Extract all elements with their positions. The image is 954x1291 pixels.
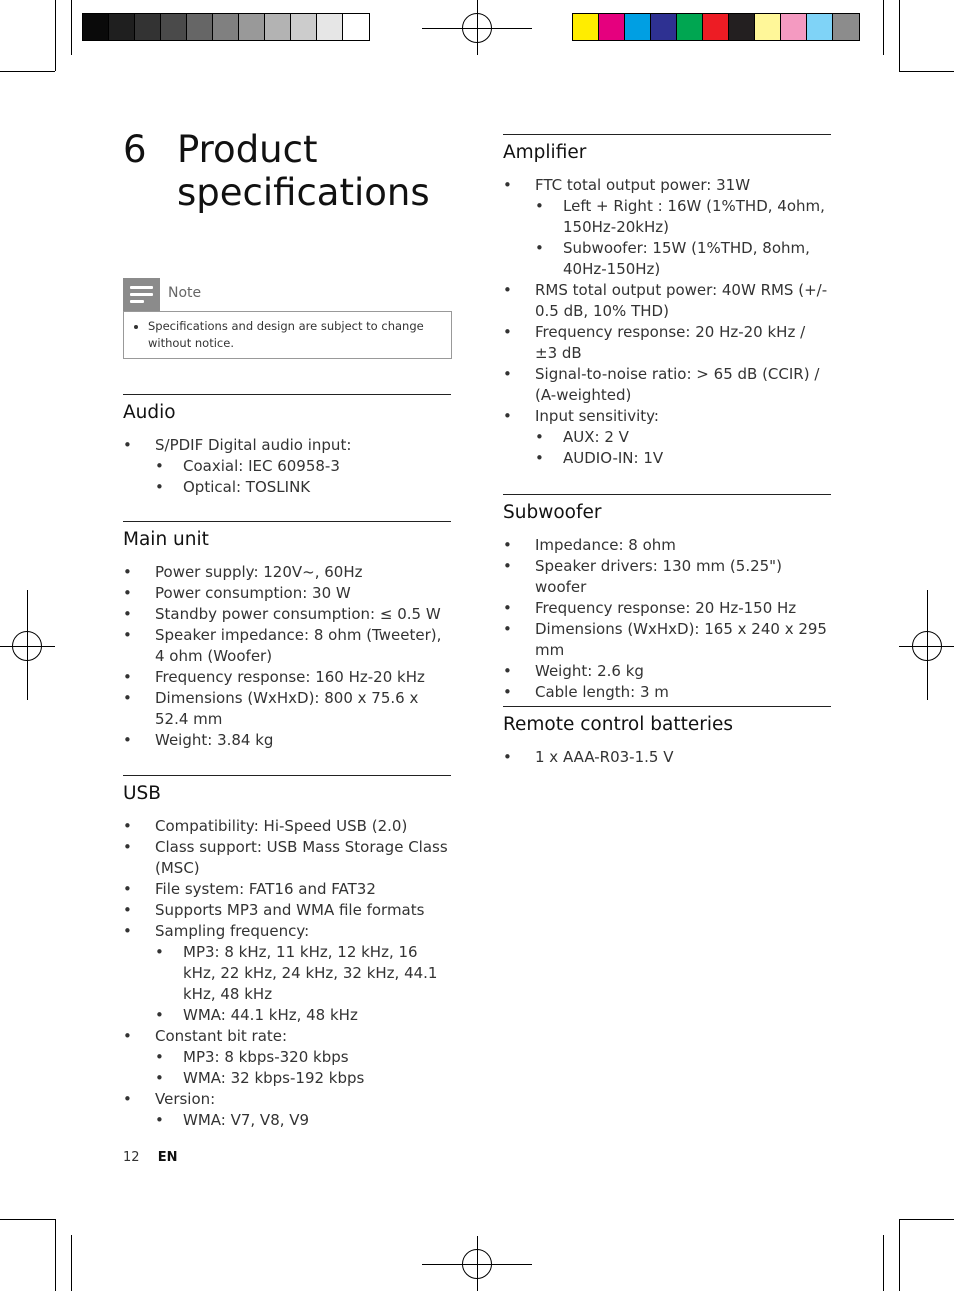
spec-item — [123, 730, 451, 751]
section-title: Remote control batteries — [503, 714, 734, 735]
spec-sublist — [155, 1047, 451, 1089]
spec-subitem: • Subwoofer: 15W (1%THD, 8ohm, 40Hz-150Hz) — [535, 238, 831, 280]
section-amplifier — [503, 134, 831, 469]
spec-text: 1 x AAA-R03-1.5 V — [535, 748, 674, 766]
spec-text: Compatibility: Hi-Speed USB (2.0) — [155, 817, 408, 835]
spec-text: Dimensions (WxHxD): 165 x 240 x 295 mm — [535, 620, 827, 659]
spec-text: File system: FAT16 and FAT32 — [155, 880, 376, 898]
page-number: 12 — [123, 1150, 140, 1165]
spec-text: S/PDIF Digital audio input: — [155, 436, 352, 454]
chapter-title: Product specifications — [177, 128, 430, 214]
color-swatch — [807, 14, 833, 40]
spec-item — [503, 535, 831, 556]
spec-text: Weight: 2.6 kg — [535, 662, 644, 680]
spec-item — [503, 364, 831, 406]
color-swatch — [213, 14, 239, 40]
section-title: Subwoofer — [503, 502, 602, 523]
section-main-unit — [123, 521, 451, 751]
section-audio — [123, 394, 451, 498]
spec-item — [503, 661, 831, 682]
color-swatch — [599, 14, 625, 40]
chapter-number: 6 — [123, 128, 147, 171]
spec-item — [503, 175, 831, 280]
spec-text: Class support: USB Mass Storage Class (MSC) — [155, 838, 448, 877]
note-box — [123, 311, 452, 359]
spec-item — [123, 1089, 451, 1131]
spec-text: Dimensions (WxHxD): 800 x 75.6 x 52.4 mm — [155, 689, 419, 728]
color-swatch — [109, 14, 135, 40]
color-swatch — [83, 14, 109, 40]
spec-subitem: • Coaxial: IEC 60958-3 — [155, 456, 451, 477]
spec-subitem: • Left + Right : 16W (1%THD, 4ohm, 150Hz-20kHz) — [535, 196, 831, 238]
spec-item — [503, 747, 831, 768]
section-title: Main unit — [123, 529, 209, 550]
spec-text: Power consumption: 30 W — [155, 584, 351, 602]
spec-sublist — [535, 196, 831, 280]
chapter-heading — [123, 128, 457, 214]
color-swatch — [677, 14, 703, 40]
color-swatch — [755, 14, 781, 40]
spec-subitem: • AUX: 2 V — [535, 427, 831, 448]
spec-text: Cable length: 3 m — [535, 683, 669, 701]
spec-subitem: • Optical: TOSLINK — [155, 477, 451, 498]
spec-text: Version: — [155, 1090, 216, 1108]
spec-text: Speaker drivers: 130 mm (5.25") woofer — [535, 557, 782, 596]
color-swatch — [239, 14, 265, 40]
language-code: EN — [157, 1150, 178, 1165]
spec-text: Frequency response: 160 Hz-20 kHz — [155, 668, 425, 686]
note-icon — [123, 278, 160, 311]
spec-text: Constant bit rate: — [155, 1027, 288, 1045]
spec-sublist — [535, 427, 831, 469]
spec-text: Speaker impedance: 8 ohm (Tweeter), 4 ohm (Woofer) — [155, 626, 442, 665]
spec-text: Power supply: 120V~, 60Hz — [155, 563, 363, 581]
color-swatch — [729, 14, 755, 40]
color-swatch — [265, 14, 291, 40]
section-remote-control-batteries — [503, 706, 831, 768]
spec-text: RMS total output power: 40W RMS (+/- 0.5 dB, 10% THD) — [535, 281, 828, 320]
spec-text: Input sensitivity: — [535, 407, 659, 425]
spec-text: Frequency response: 20 Hz-20 kHz / ±3 dB — [535, 323, 806, 362]
spec-item — [503, 322, 831, 364]
color-swatch — [573, 14, 599, 40]
spec-item — [503, 280, 831, 322]
spec-text: Signal-to-noise ratio: > 65 dB (CCIR) / (A-weighted) — [535, 365, 820, 404]
spec-subitem: • MP3: 8 kbps-320 kbps — [155, 1047, 451, 1068]
color-swatch — [833, 14, 859, 40]
spec-item — [123, 900, 451, 921]
color-swatch — [187, 14, 213, 40]
section-title: USB — [123, 783, 161, 804]
section-title: Amplifier — [503, 142, 587, 163]
spec-item — [123, 688, 451, 730]
spec-subitem: • WMA: 44.1 kHz, 48 kHz — [155, 1005, 451, 1026]
color-swatch — [651, 14, 677, 40]
color-swatch — [625, 14, 651, 40]
spec-item — [503, 598, 831, 619]
spec-item — [123, 435, 451, 498]
spec-subitem: • AUDIO-IN: 1V — [535, 448, 831, 469]
spec-item — [503, 406, 831, 469]
spec-item — [123, 837, 451, 879]
spec-text: Weight: 3.84 kg — [155, 731, 274, 749]
spec-item — [123, 879, 451, 900]
spec-subitem: • WMA: 32 kbps-192 kbps — [155, 1068, 451, 1089]
note-item: • Specifications and design are subject to change without notice. — [148, 318, 441, 352]
spec-text: FTC total output power: 31W — [535, 176, 751, 194]
spec-subitem: • MP3: 8 kHz, 11 kHz, 12 kHz, 16 kHz, 22 kHz, 24 kHz, 32 kHz, 44.1 kHz, 48 kHz — [155, 942, 451, 1005]
color-swatch — [135, 14, 161, 40]
spec-item — [503, 619, 831, 661]
spec-text: Supports MP3 and WMA file formats — [155, 901, 425, 919]
spec-text: Sampling frequency: — [155, 922, 310, 940]
color-swatch — [317, 14, 343, 40]
section-subwoofer — [503, 494, 831, 703]
process-color-bar — [572, 13, 860, 41]
color-swatch — [161, 14, 187, 40]
spec-subitem: • WMA: V7, V8, V9 — [155, 1110, 451, 1131]
spec-sublist — [155, 942, 451, 1026]
spec-text: Frequency response: 20 Hz-150 Hz — [535, 599, 797, 617]
color-swatch — [781, 14, 807, 40]
spec-text: Standby power consumption: ≤ 0.5 W — [155, 605, 441, 623]
spec-item — [123, 1026, 451, 1089]
section-usb — [123, 775, 451, 1131]
spec-sublist — [155, 1110, 451, 1131]
spec-item — [503, 682, 831, 703]
color-swatch — [703, 14, 729, 40]
spec-item — [123, 921, 451, 1026]
spec-item — [123, 625, 451, 667]
grayscale-color-bar — [82, 13, 370, 41]
spec-item — [123, 667, 451, 688]
note-label: Note — [168, 285, 202, 301]
spec-sublist — [155, 456, 451, 498]
spec-item — [123, 562, 451, 583]
spec-text: Impedance: 8 ohm — [535, 536, 676, 554]
page-footer — [123, 1150, 177, 1165]
color-swatch — [343, 14, 369, 40]
spec-item — [503, 556, 831, 598]
spec-item — [123, 583, 451, 604]
color-swatch — [291, 14, 317, 40]
section-title: Audio — [123, 402, 176, 423]
spec-item — [123, 604, 451, 625]
spec-item — [123, 816, 451, 837]
